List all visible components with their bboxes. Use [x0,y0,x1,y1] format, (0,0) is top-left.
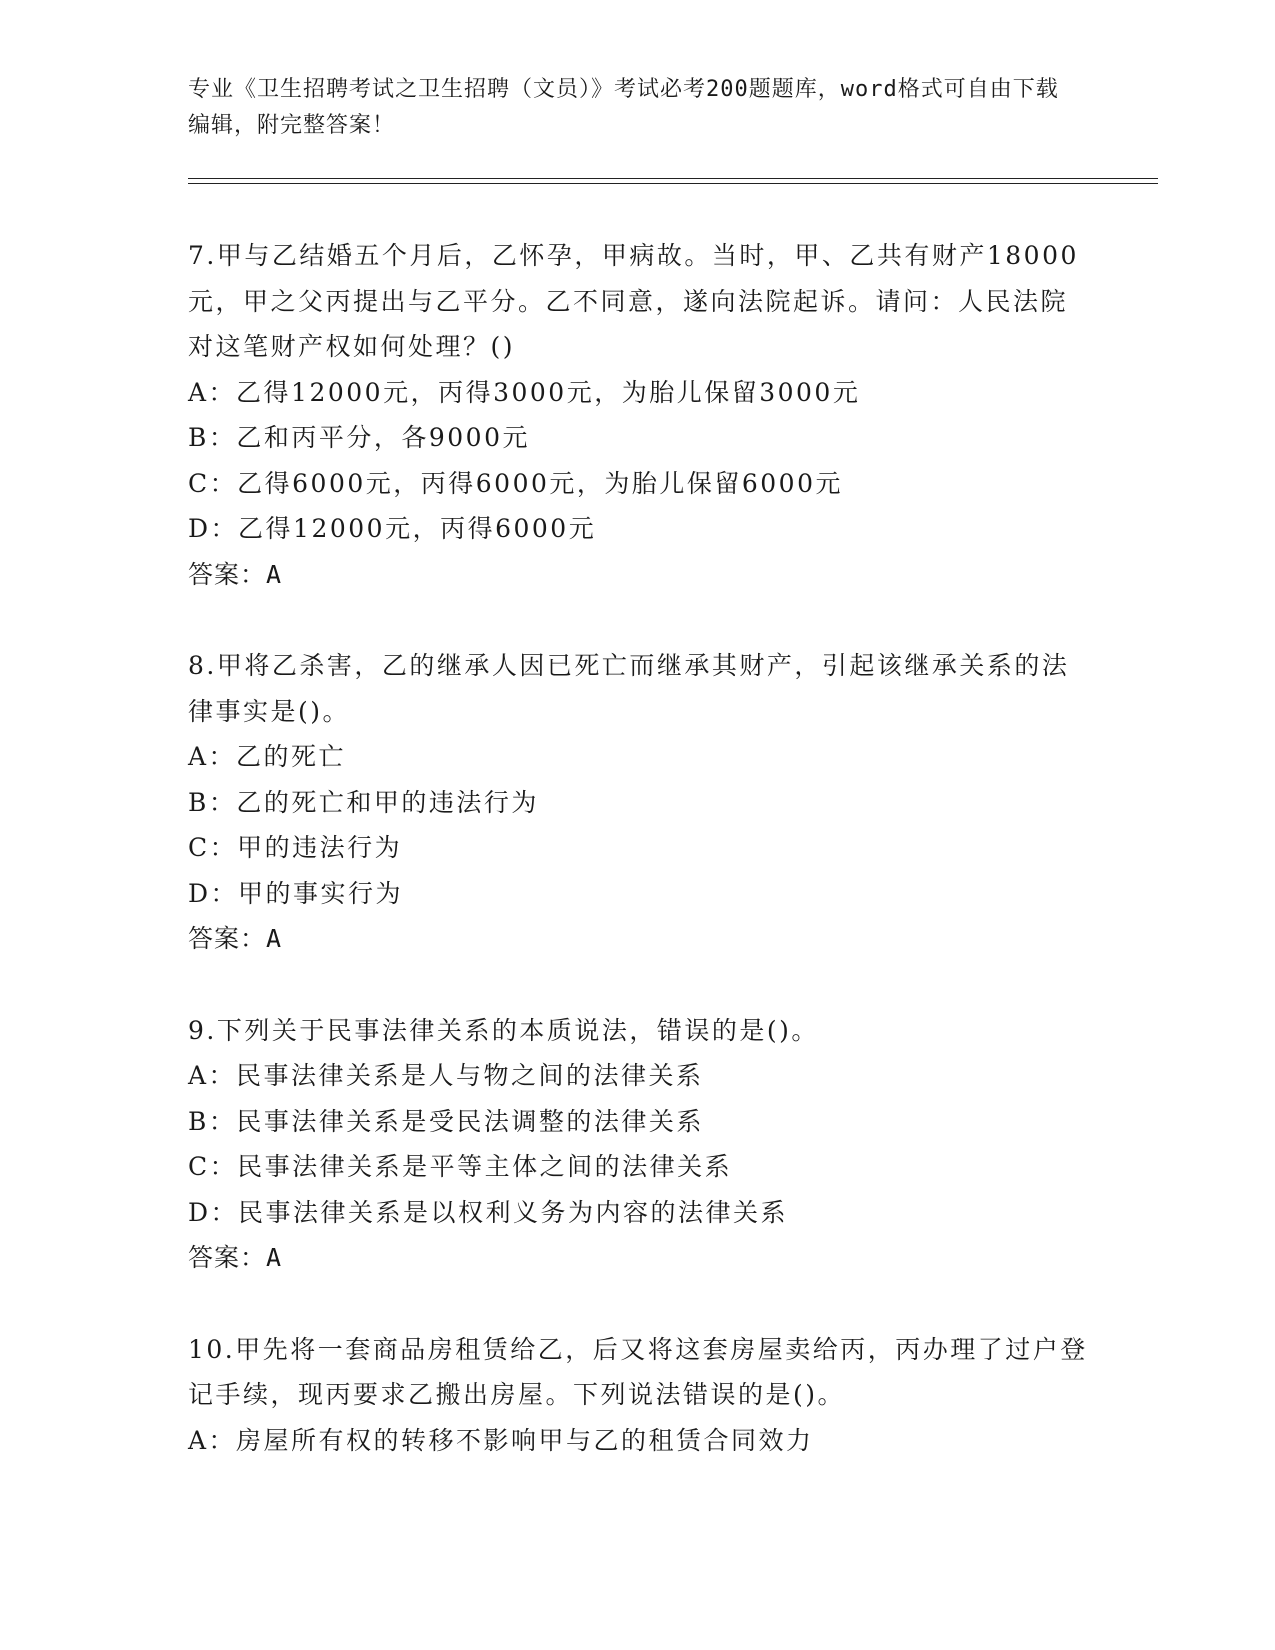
header-rule-bottom [188,183,1158,184]
option-b: B：民事法律关系是受民法调整的法律关系 [188,1106,704,1136]
option-a: A：乙得12000元，丙得3000元，为胎儿保留3000元 [188,377,861,407]
answer: 答案：A [188,924,283,953]
option-c: C：乙得6000元，丙得6000元，为胎儿保留6000元 [188,468,843,498]
question-stem: 7.甲与乙结婚五个月后，乙怀孕，甲病故。当时，甲、乙共有财产18000元，甲之父丙提出与乙平分。乙不同意，遂向法院起诉。请问：人民法院对这笔财产权如何处理？() [188,241,1079,361]
option-a: A：民事法律关系是人与物之间的法律关系 [188,1061,704,1090]
option-b: B：乙的死亡和甲的违法行为 [188,787,539,817]
option-c: C：民事法律关系是平等主体之间的法律关系 [188,1152,733,1181]
question-9 [188,1008,1088,1281]
question-7 [188,233,1088,597]
option-d: D：乙得12000元，丙得6000元 [188,514,597,543]
document-header: 专业《卫生招聘考试之卫生招聘（文员）》考试必考200题题库，word格式可自由下载编辑，附完整答案！ [188,77,1059,138]
option-d: D：甲的事实行为 [188,878,404,908]
question-list [188,233,1088,1509]
option-a: A：房屋所有权的转移不影响甲与乙的租赁合同效力 [188,1425,814,1455]
question-10 [188,1327,1088,1464]
question-8 [188,643,1088,962]
option-d: D：民事法律关系是以权利义务为内容的法律关系 [188,1197,789,1227]
question-stem: 9.下列关于民事法律关系的本质说法，错误的是()。 [188,1015,819,1045]
header-rule-top [188,178,1158,179]
answer: 答案：A [188,559,283,589]
answer: 答案：A [188,1243,283,1272]
option-a: A：乙的死亡 [188,742,347,771]
option-b: B：乙和丙平分，各9000元 [188,423,530,452]
question-stem: 8.甲将乙杀害，乙的继承人因已死亡而继承其财产，引起该继承关系的法律事实是()。 [188,651,1070,726]
option-c: C：甲的违法行为 [188,833,403,862]
question-stem: 10.甲先将一套商品房租赁给乙，后又将这套房屋卖给丙，丙办理了过户登记手续，现丙要求乙搬出房屋。下列说法错误的是()。 [188,1334,1088,1409]
